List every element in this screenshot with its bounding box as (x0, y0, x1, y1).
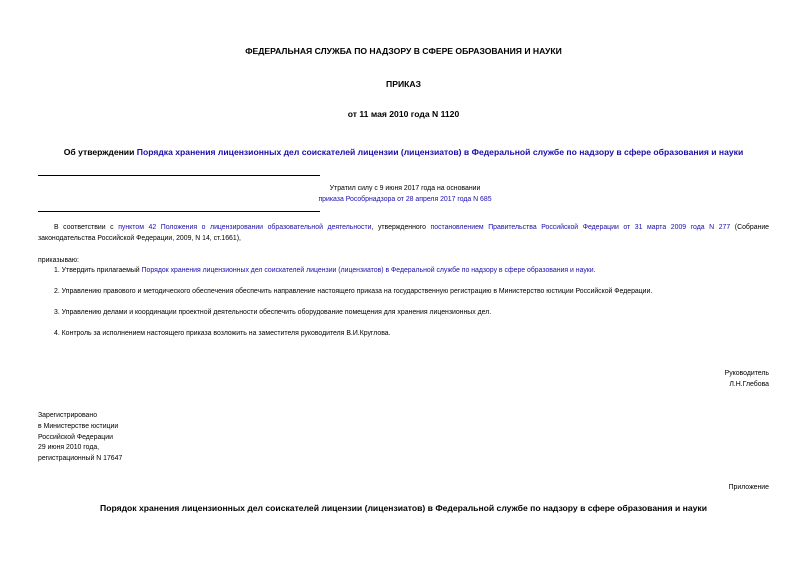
agency-title: ФЕДЕРАЛЬНАЯ СЛУЖБА ПО НАДЗОРУ В СФЕРЕ ОБРАЗОВАНИЯ И НАУКИ (245, 46, 562, 56)
doc-date-number: от 11 мая 2010 года N 1120 (347, 109, 460, 119)
order-word: приказываю: (38, 257, 79, 264)
registration-line: регистрационный N 17647 (38, 455, 123, 463)
preamble-text-2: , утвержденного (371, 224, 431, 231)
registration-line: Российской Федерации (38, 433, 113, 441)
registration-block (38, 411, 122, 465)
appendix-label: Приложение (728, 484, 769, 491)
preamble-link-resolution[interactable]: постановлением Правительства Российской Федерации от 31 марта 2009 года N 277 (430, 224, 731, 231)
item-2: 2. Управлению правового и методического обеспечения обеспечить направление настоящего приказа на государственную регистрацию в Министерство юстиции Российской Федерации. (54, 288, 653, 295)
divider-bottom (38, 211, 320, 212)
registration-line: 29 июня 2010 года, (38, 444, 100, 452)
signature-role: Руководитель (724, 370, 769, 377)
registration-line: в Министерстве юстиции (38, 422, 119, 430)
status-note-link[interactable]: приказа Рособрнадзора от 28 апреля 2017 года N 685 (318, 195, 492, 203)
doc-title (0, 147, 807, 157)
status-note (160, 184, 650, 206)
item-1-suffix: . (593, 267, 596, 274)
preamble (38, 223, 769, 245)
signature (725, 369, 769, 391)
preamble-text-3: (Собрание законодательства Российской Федерации, 2009, N 14, ст.1661), (38, 224, 770, 242)
status-note-line1: Утратил силу с 9 июня 2017 года на основании (329, 185, 481, 192)
registration-line: Зарегистрировано (38, 412, 98, 419)
item-1-link[interactable]: Порядок хранения лицензионных дел соискателей лицензии (лицензиатов) в Федеральной службе по надзору в сфере образования и науки (141, 267, 594, 274)
preamble-text-1: В соответствии с (54, 224, 119, 231)
preamble-link-regulation[interactable]: пунктом 42 Положения о лицензировании образовательной деятельности (118, 224, 372, 231)
doc-title-prefix: Об утверждении (63, 147, 137, 157)
appendix-title: Порядок хранения лицензионных дел соискателей лицензии (лицензиатов) в Федеральной службе по надзору в сфере образования и науки (100, 503, 707, 513)
item-4: 4. Контроль за исполнением настоящего приказа возложить на заместителя руководителя В.И.Круглова. (54, 330, 391, 337)
item-3: 3. Управлению делами и координации проектной деятельности обеспечить оборудование помещения для хранения лицензионных дел. (54, 309, 492, 316)
doc-title-link[interactable]: Порядка хранения лицензионных дел соискателей лицензии (лицензиатов) в Федеральной службе по надзору в сфере образования и науки (136, 147, 744, 157)
item-1-prefix: 1. Утвердить прилагаемый (54, 267, 142, 274)
divider-top (38, 175, 320, 176)
doc-type: ПРИКАЗ (386, 79, 421, 89)
signature-name: Л.Н.Глебова (729, 380, 769, 388)
item-1 (54, 266, 769, 277)
